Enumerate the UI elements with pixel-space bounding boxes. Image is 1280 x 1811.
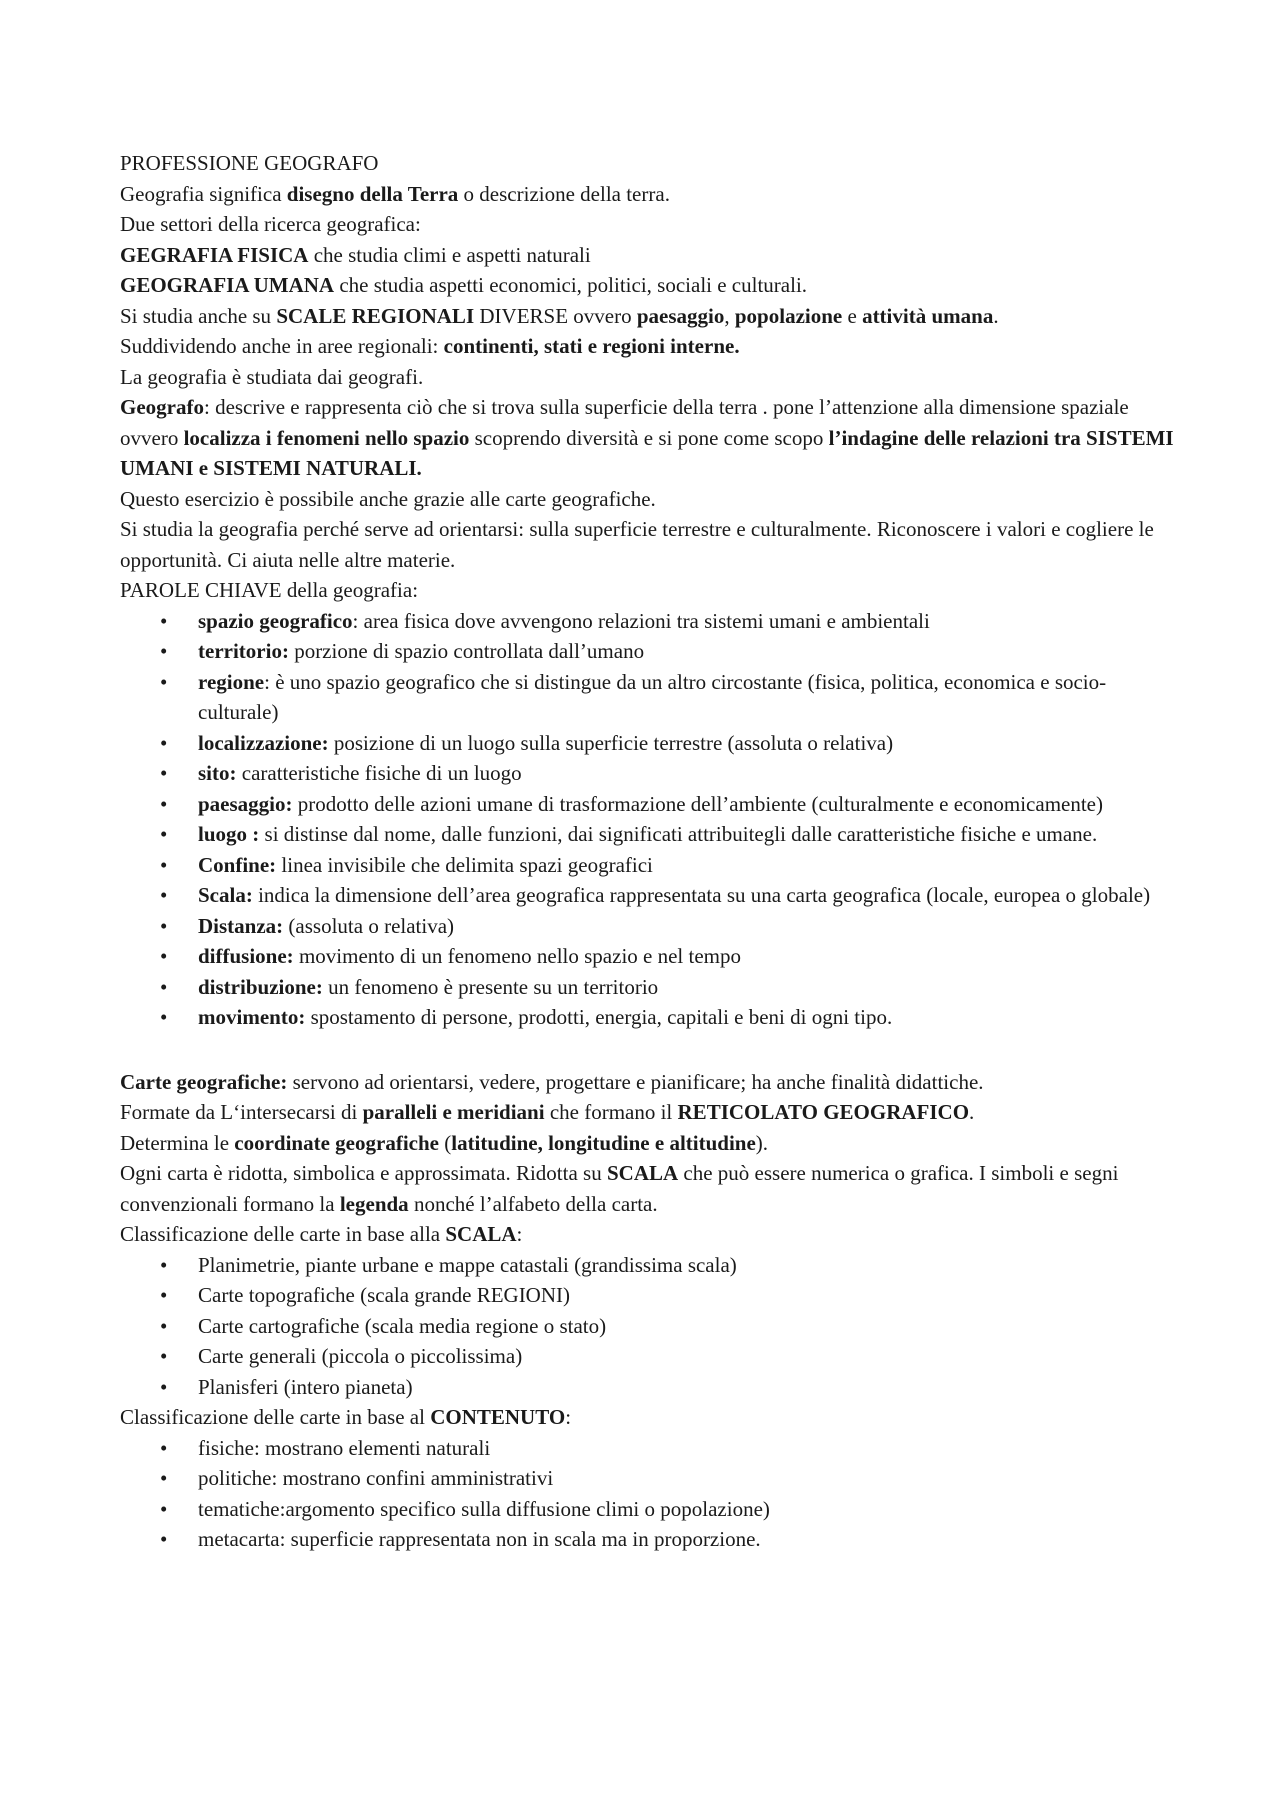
document-title: PROFESSIONE GEOGRAFO [120,151,379,175]
list-item: • regione: è uno spazio geografico che si distingue da un altro circostante (fisica, politica, economica e socio-culturale) [160,669,1107,724]
list-item: • Planimetrie, piante urbane e mappe catastali (grandissima scala) [160,1252,737,1277]
paragraph-coordinate: Determina le coordinate geografiche (latitudine, longitudine e altitudine). [120,1130,769,1155]
list-item: • fisiche: mostrano elementi naturali [160,1435,491,1460]
paragraph-umana: GEOGRAFIA UMANA che studia aspetti economici, politici, sociali e culturali. [120,273,808,297]
paragraph-carte: Carte geografiche: servono ad orientarsi, vedere, progettare e pianificare; ha anche finalità didattiche. [120,1069,984,1094]
list-item: • paesaggio: prodotto delle azioni umane di trasformazione dell’ambiente (culturalmente e economicamente) [160,791,1103,816]
keywords-list [120,606,1180,1033]
list-item: • localizzazione: posizione di un luogo sulla superficie terrestre (assoluta o relativa) [160,730,894,755]
paragraph-geografo: Geografo: descrive e rappresenta ciò che si trova sulla superficie della terra . pone l’attenzione alla dimensione spaziale ovvero localizza i fenomeni nello spazio scoprendo diversità e si pone come scopo l’indagine delle relazioni tra SISTEMI UMANI e SISTEMI NATURALI. [120,395,1174,480]
list-item: • Scala: indica la dimensione dell’area geografica rappresentata su una carta geografica (locale, europea o globale) [160,883,1151,907]
contenuto-list [120,1433,1180,1555]
list-item: • spazio geografico: area fisica dove avvengono relazioni tra sistemi umani e ambientali [160,608,930,633]
paragraph-fisica: GEGRAFIA FISICA che studia climi e aspetti naturali [120,242,591,267]
list-item: • Planisferi (intero pianeta) [160,1374,413,1399]
list-item: • Confine: linea invisibile che delimita spazi geografici [160,852,653,877]
paragraph-aree: Suddividendo anche in aree regionali: continenti, stati e regioni interne. [120,334,740,358]
list-item: • movimento: spostamento di persone, prodotti, energia, capitali e beni di ogni tipo. [160,1005,893,1029]
paragraph-geografi: La geografia è studiata dai geografi. [120,364,424,389]
paragraph-settori: Due settori della ricerca geografica: [120,212,421,236]
paragraph-reticolato: Formate da L‘intersecarsi di paralleli e meridiani che formano il RETICOLATO GEOGRAFICO. [120,1100,975,1124]
list-item: • politiche: mostrano confini amministrativi [160,1466,554,1490]
paragraph-esercizio: Questo esercizio è possibile anche grazie alle carte geografiche. [120,486,656,511]
paragraph-scale: Si studia anche su SCALE REGIONALI DIVERSE ovvero paesaggio, popolazione e attività umana. [120,303,999,328]
list-item: • metacarta: superficie rappresentata non in scala ma in proporzione. [160,1527,761,1551]
paragraph-classificazione-scala: Classificazione delle carte in base alla SCALA: [120,1222,523,1246]
list-item: • luogo : si distinse dal nome, dalle funzioni, dai significati attribuitegli dalle caratteristiche fisiche e umane. [160,822,1098,846]
paragraph-geografia: Geografia significa disegno della Terra o descrizione della terra. [120,181,670,206]
paragraph-parole-chiave: PAROLE CHIAVE della geografia: [120,578,419,602]
list-item: • territorio: porzione di spazio controllata dall’umano [160,639,645,663]
scala-list [120,1250,1180,1403]
list-item: • sito: caratteristiche fisiche di un luogo [160,761,522,785]
section-gap [120,1033,1180,1067]
list-item: • tematiche:argomento specifico sulla diffusione climi o popolazione) [160,1496,770,1521]
list-item: • Carte generali (piccola o piccolissima) [160,1344,523,1368]
list-item: • Carte cartografiche (scala media regione o stato) [160,1313,607,1338]
list-item: • distribuzione: un fenomeno è presente su un territorio [160,974,659,999]
paragraph-classificazione-contenuto: Classificazione delle carte in base al CONTENUTO: [120,1405,572,1429]
list-item: • diffusione: movimento di un fenomeno nello spazio e nel tempo [160,944,742,968]
paragraph-scala: Ogni carta è ridotta, simbolica e approssimata. Ridotta su SCALA che può essere numerica o grafica. I simboli e segni convenzionali formano la legenda nonché l’alfabeto della carta. [120,1161,1119,1216]
paragraph-orientarsi: Si studia la geografia perché serve ad orientarsi: sulla superficie terrestre e culturalmente. Riconoscere i valori e cogliere le opportunità. Ci aiuta nelle altre materie. [120,517,1154,572]
list-item: • Distanza: (assoluta o relativa) [160,913,455,938]
document-page [120,148,1180,1555]
list-item: • Carte topografiche (scala grande REGIONI) [160,1283,571,1307]
